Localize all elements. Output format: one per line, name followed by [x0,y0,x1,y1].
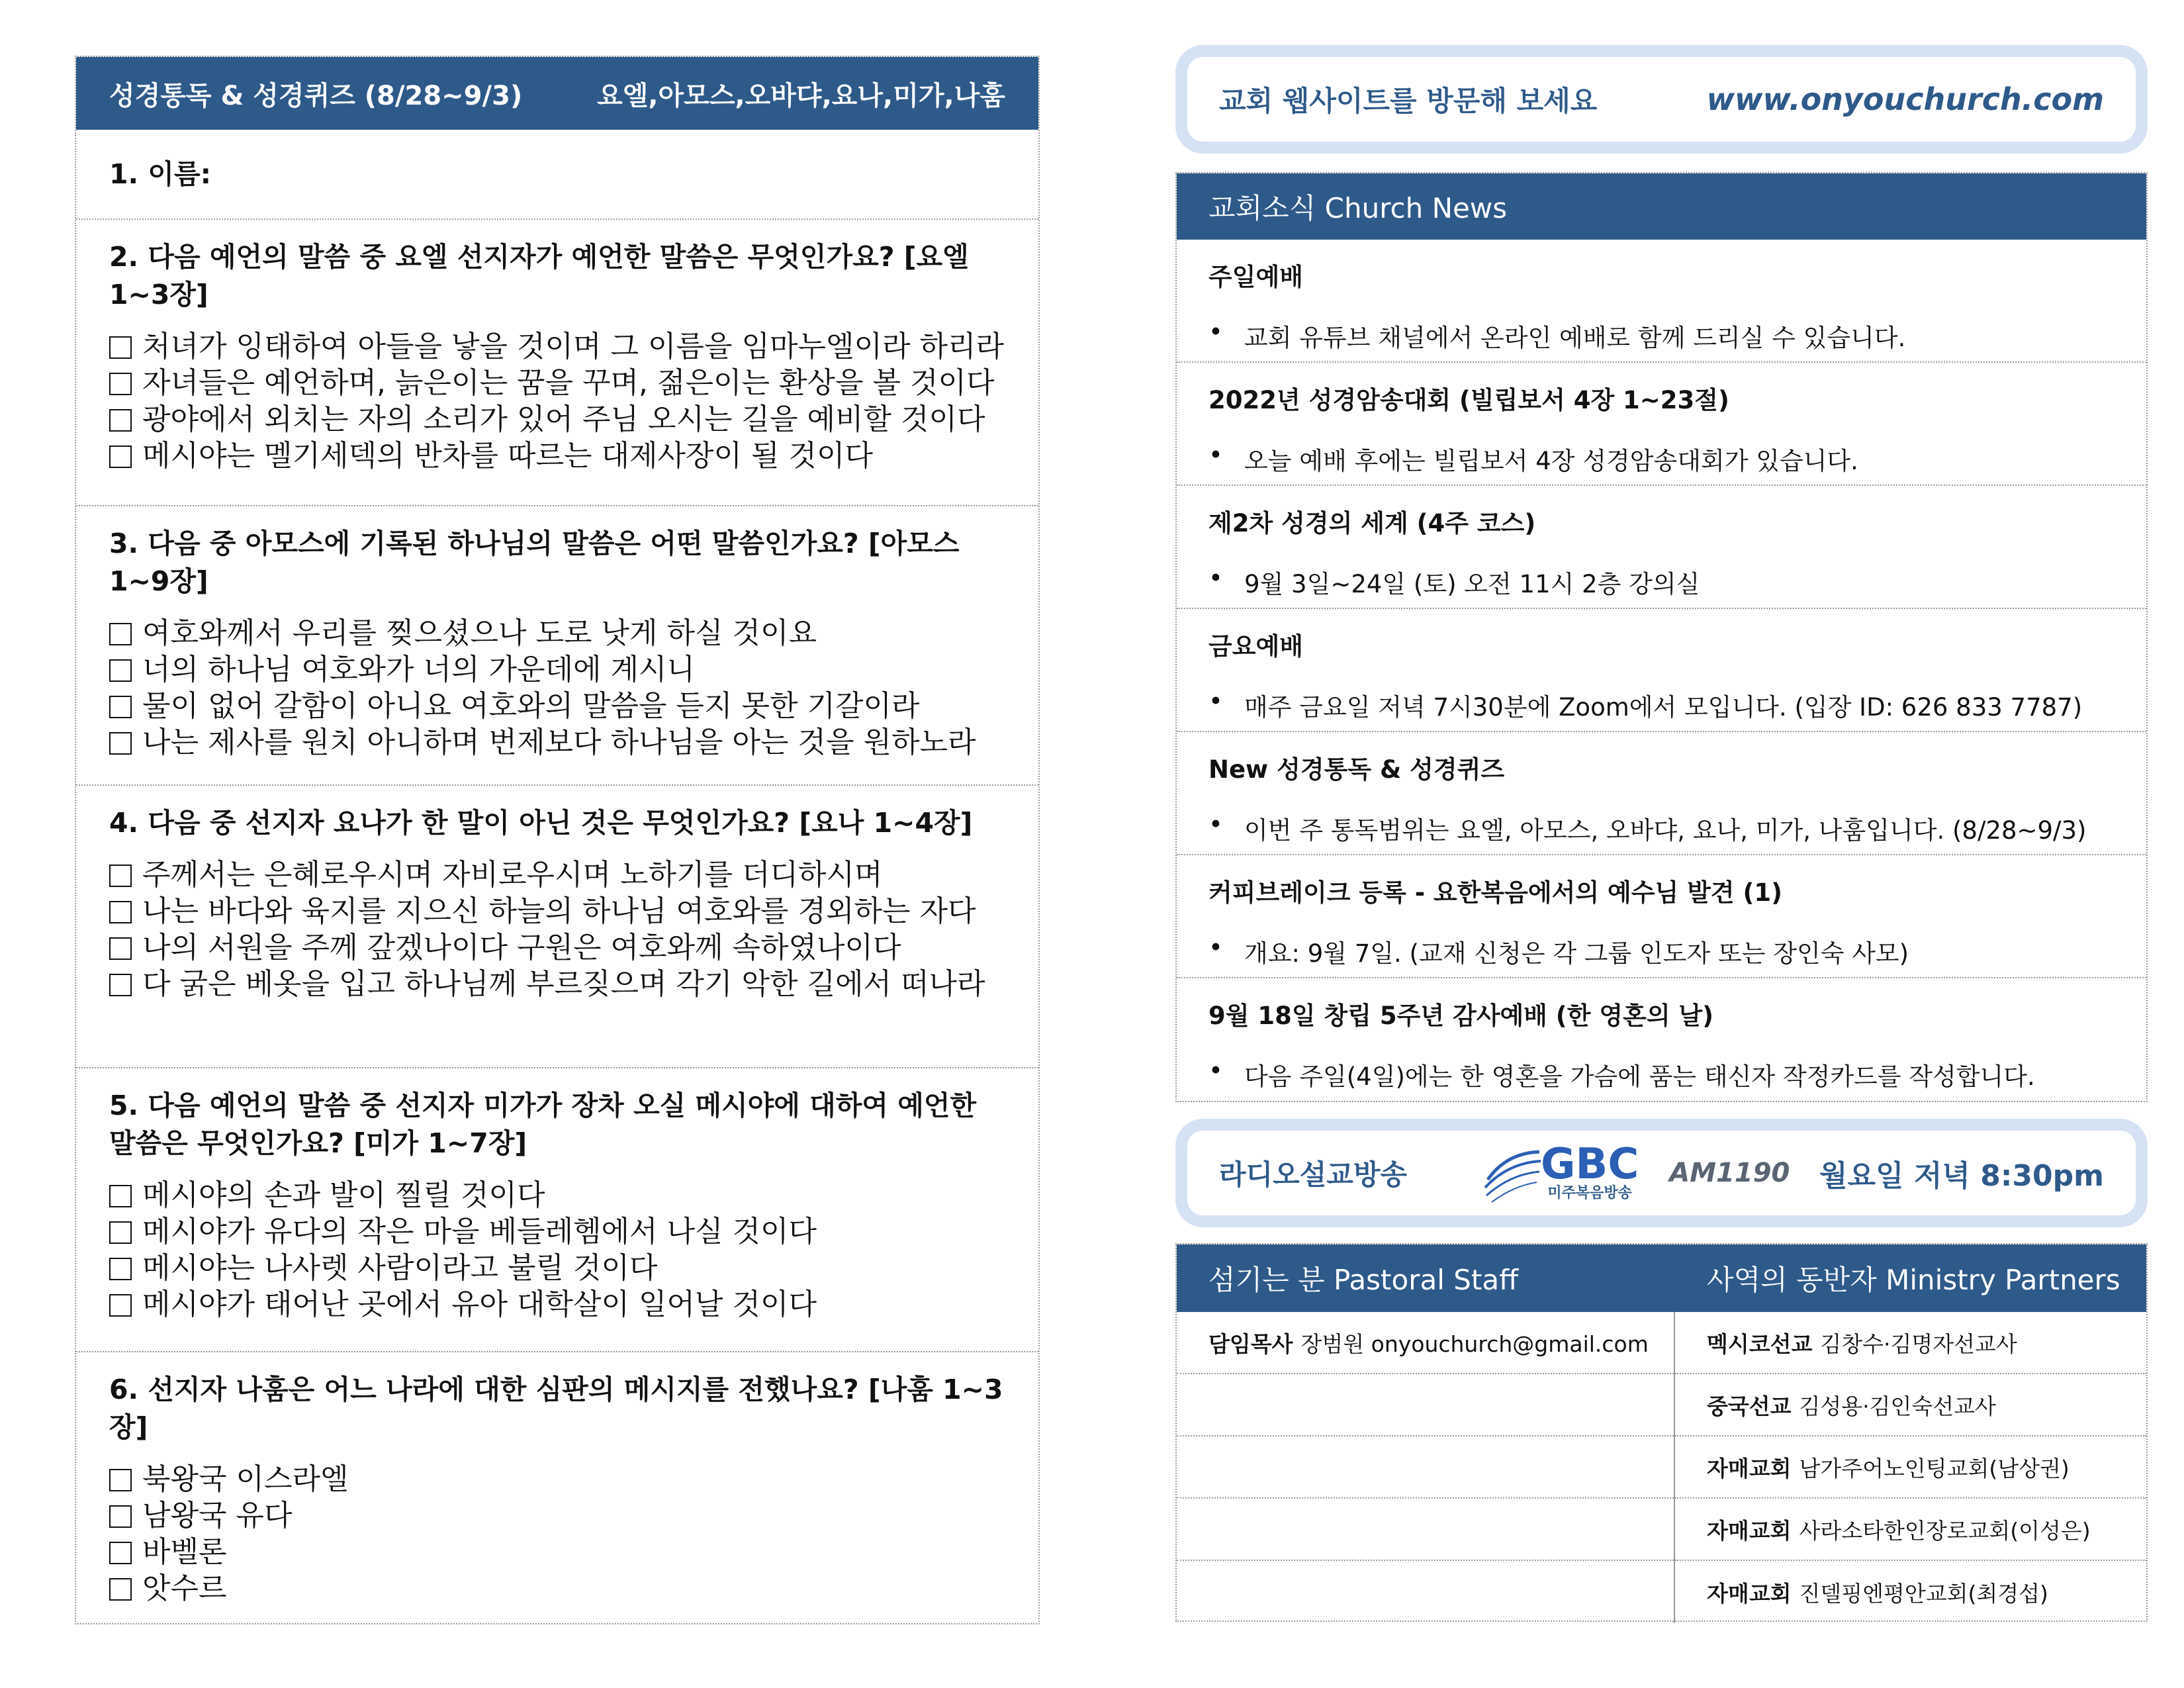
option-text: 처녀가 잉태하여 아들을 낳을 것이며 그 이름을 임마누엘이라 하리라 [142,330,1004,363]
partner-name: 사라소타한인장로교회(이성은) [1799,1517,2091,1544]
quiz-question [76,506,1038,786]
option-text: 광야에서 외치는 자의 소리가 있어 주님 오시는 길을 예비할 것이다 [142,402,985,436]
church-news-panel [1175,172,2148,1102]
answer-option[interactable] [109,615,1005,651]
news-item-title: New 성경통독 & 성경퀴즈 [1208,755,1505,784]
question-title: 3. 다음 중 아모스에 기록된 하나님의 말씀은 어떤 말씀인가요? [아모스 1~9장] [109,528,960,597]
option-text: 여호와께서 우리를 찢으셨으나 도로 낫게 하실 것이요 [142,616,817,650]
option-text: 메시야는 나사렛 사람이라고 불릴 것이다 [142,1251,658,1285]
news-item-body: 오늘 예배 후에는 빌립보서 4장 성경암송대회가 있습니다. [1244,447,1858,475]
bullet-icon: • [1208,318,1223,346]
checkbox[interactable] [109,865,132,887]
answer-option[interactable] [109,328,1005,365]
news-item-body: 이번 주 통독범위는 요엘, 아모스, 오바댜, 요나, 미가, 나훔입니다. (8/28~9/3) [1244,816,2087,845]
question-title: 4. 다음 중 선지자 요나가 한 말이 아닌 것은 무엇인가요? [요나 1~4장] [109,807,973,839]
news-item [1177,486,2146,609]
quiz-question [76,1352,1038,1607]
gbc-logo-subtext: 미주복음방송 [1547,1185,1632,1201]
answer-option[interactable] [109,1534,1005,1570]
news-item-body: 교회 유튜브 채널에서 온라인 예배로 함께 드리실 수 있습니다. [1244,324,1906,352]
partner-row [1675,1499,2146,1561]
news-item-body: 개요: 9월 7일. (교재 신청은 각 그룹 인도자 또는 장인숙 사모) [1244,939,1909,968]
quiz-question [76,786,1038,1068]
partner-row [1675,1436,2146,1499]
question-title: 2. 다음 예언의 말씀 중 요엘 선지자가 예언한 말씀은 무엇인가요? [요엘 1~3장] [109,241,969,310]
news-item-title: 2022년 성경암송대회 (빌립보서 4장 1~23절) [1208,386,1729,414]
bullet-icon: • [1208,564,1223,592]
partner-name: 남가주어노인팅교회(남상권) [1799,1455,2070,1481]
option-text: 주께서는 은혜로우시며 자비로우시며 노하기를 더디하시며 [142,858,883,892]
partner-name: 김성용·김인숙선교사 [1799,1393,1996,1419]
option-text: 앗수르 [142,1571,227,1605]
checkbox[interactable] [109,623,132,645]
partner-name: 진델핑엔평안교회(최경섭) [1799,1580,2048,1607]
option-text: 메시야는 멜기세덱의 반차를 따르는 대제사장이 될 것이다 [142,439,874,473]
ministry-partners-column [1675,1312,2146,1623]
gbc-logo [1480,1140,1639,1206]
globe-icon [1480,1140,1546,1206]
bullet-icon: • [1208,687,1223,716]
news-item-title: 제2차 성경의 세계 (4주 코스) [1208,509,1536,538]
partner-role: 자매교회 [1707,1517,1792,1544]
news-item [1177,363,2146,486]
partner-row [1675,1312,2146,1374]
option-text: 메시야의 손과 발이 찔릴 것이다 [142,1178,545,1212]
staff-row-empty [1177,1561,1674,1623]
checkbox[interactable] [109,409,132,432]
news-item [1177,240,2146,363]
option-text: 너의 하나님 여호와가 너의 가운데에 계시니 [142,653,696,686]
option-text: 바벨론 [142,1535,227,1569]
checkbox[interactable] [109,336,132,359]
answer-option[interactable] [109,724,1005,761]
question-title: 6. 선지자 나훔은 어느 나라에 대한 심판의 메시지를 전했나요? [나훔 1~3장] [109,1374,1003,1443]
news-item [1177,732,2146,855]
checkbox[interactable] [109,1542,132,1564]
partner-row [1675,1561,2146,1623]
quiz-header [76,57,1038,130]
answer-option[interactable] [109,651,1005,688]
bullet-icon: • [1208,1056,1223,1085]
option-text: 물이 없어 갈함이 아니요 여호와의 말씀을 듣지 못한 기갈이라 [142,689,920,723]
checkbox[interactable] [109,445,132,468]
checkbox[interactable] [109,1505,132,1528]
bullet-icon: • [1208,810,1223,839]
answer-option[interactable] [109,1570,1005,1607]
news-item-title: 9월 18일 창립 5주년 감사예배 (한 영혼의 날) [1208,1002,1714,1030]
bullet-icon: • [1208,933,1223,962]
partner-role: 멕시코선교 [1707,1331,1813,1357]
answer-option[interactable] [109,1461,1005,1497]
radio-label: 라디오설교방송 [1219,1158,1408,1191]
question-title: 5. 다음 예언의 말씀 중 선지자 미가가 장차 오실 메시야에 대하여 예언한 말씀은 무엇인가요? [미가 1~7장] [109,1090,977,1159]
answer-option[interactable] [109,929,1005,966]
quiz-question [76,1068,1038,1352]
gbc-logo-text: GBC [1541,1140,1639,1189]
checkbox[interactable] [109,373,132,395]
answer-option[interactable] [109,893,1005,929]
news-item-body: 다음 주일(4일)에는 한 영혼을 가슴에 품는 태신자 작정카드를 작성합니다. [1244,1062,2035,1091]
checkbox[interactable] [109,1294,132,1317]
checkbox[interactable] [109,1185,132,1207]
answer-option[interactable] [109,365,1005,401]
option-text: 메시야가 태어난 곳에서 유아 대학살이 일어날 것이다 [142,1288,817,1321]
partner-name: 김창수·김명자선교사 [1820,1331,2017,1357]
checkbox[interactable] [109,1258,132,1280]
partner-role: 자매교회 [1707,1455,1792,1481]
answer-option[interactable] [109,1497,1005,1534]
checkbox[interactable] [109,974,132,996]
option-text: 메시야가 유다의 작은 마을 베들레헴에서 나실 것이다 [142,1215,817,1248]
bullet-icon: • [1208,441,1223,469]
website-banner [1175,45,2148,154]
news-item [1177,855,2146,978]
staff-role: 담임목사 [1208,1331,1293,1357]
option-text: 자녀들은 예언하며, 늙은이는 꿈을 꾸며, 젊은이는 환상을 볼 것이다 [142,366,995,400]
option-text: 남왕국 유다 [142,1499,293,1532]
quiz-books: 요엘,아모스,오바댜,요나,미가,나훔 [597,80,1005,111]
checkbox[interactable] [109,937,132,960]
news-item-title: 커피브레이크 등록 - 요한복음에서의 예수님 발견 (1) [1208,878,1783,907]
name-field-section [76,130,1038,220]
news-item [1177,609,2146,732]
news-header: 교회소식 Church News [1177,173,2146,240]
website-url-link[interactable]: www.onyouchurch.com [1706,81,2104,117]
radio-time: 월요일 저녁 8:30pm [1819,1159,2104,1193]
checkbox[interactable] [109,1578,132,1601]
answer-option[interactable] [109,688,1005,724]
answer-option[interactable] [109,1177,1005,1213]
checkbox[interactable] [109,901,132,923]
checkbox[interactable] [109,659,132,682]
name-field-label: 1. 이름: [109,158,211,190]
checkbox[interactable] [109,696,132,718]
staff-row-empty [1177,1374,1674,1436]
news-item [1177,978,2146,1102]
ministry-partners-heading: 사역의 동반자 Ministry Partners [1707,1264,2120,1296]
checkbox[interactable] [109,732,132,755]
pastoral-staff-column [1177,1312,1675,1623]
staff-row-empty [1177,1436,1674,1499]
option-text: 나는 제사를 원치 아니하며 번제보다 하나님을 아는 것을 원하노라 [142,726,976,759]
radio-banner [1175,1119,2148,1227]
bible-quiz-panel [75,56,1040,1624]
answer-option[interactable] [109,401,1005,438]
staff-row-empty [1177,1499,1674,1561]
answer-option[interactable] [109,857,1005,893]
radio-frequency: AM1190 [1669,1158,1790,1188]
staff-table [1175,1243,2148,1622]
news-item-body: 매주 금요일 저녁 7시30분에 Zoom에서 모입니다. (입장 ID: 626 833 7787) [1244,693,2083,722]
partner-role: 자매교회 [1707,1580,1792,1607]
answer-option[interactable] [109,1250,1005,1286]
staff-row [1177,1312,1674,1374]
news-item-title: 주일예배 [1208,263,1303,291]
answer-option[interactable] [109,438,1005,474]
answer-option[interactable] [109,966,1005,1002]
option-text: 다 굵은 베옷을 입고 하나님께 부르짖으며 각기 악한 길에서 떠나라 [142,967,985,1001]
partner-row [1675,1374,2146,1436]
website-label: 교회 웹사이트를 방문해 보세요 [1219,85,1598,117]
pastoral-staff-heading: 섬기는 분 Pastoral Staff [1208,1264,1519,1296]
checkbox[interactable] [109,1221,132,1244]
quiz-title: 성경통독 & 성경퀴즈 (8/28~9/3) [109,80,523,111]
option-text: 나의 서원을 주께 갚겠나이다 구원은 여호와께 속하였나이다 [142,931,901,964]
quiz-question [76,220,1038,506]
answer-option[interactable] [109,1286,1005,1323]
option-text: 나는 바다와 육지를 지으신 하늘의 하나님 여호와를 경외하는 자다 [142,894,976,928]
answer-option[interactable] [109,1213,1005,1250]
news-item-title: 금요예배 [1208,632,1303,661]
news-item-body: 9월 3일~24일 (토) 오전 11시 2층 강의실 [1244,570,1700,598]
staff-header [1177,1244,2146,1312]
staff-info: 장범원 onyouchurch@gmail.com [1300,1331,1649,1357]
partner-role: 중국선교 [1707,1393,1792,1419]
option-text: 북왕국 이스라엘 [142,1462,349,1496]
checkbox[interactable] [109,1469,132,1491]
